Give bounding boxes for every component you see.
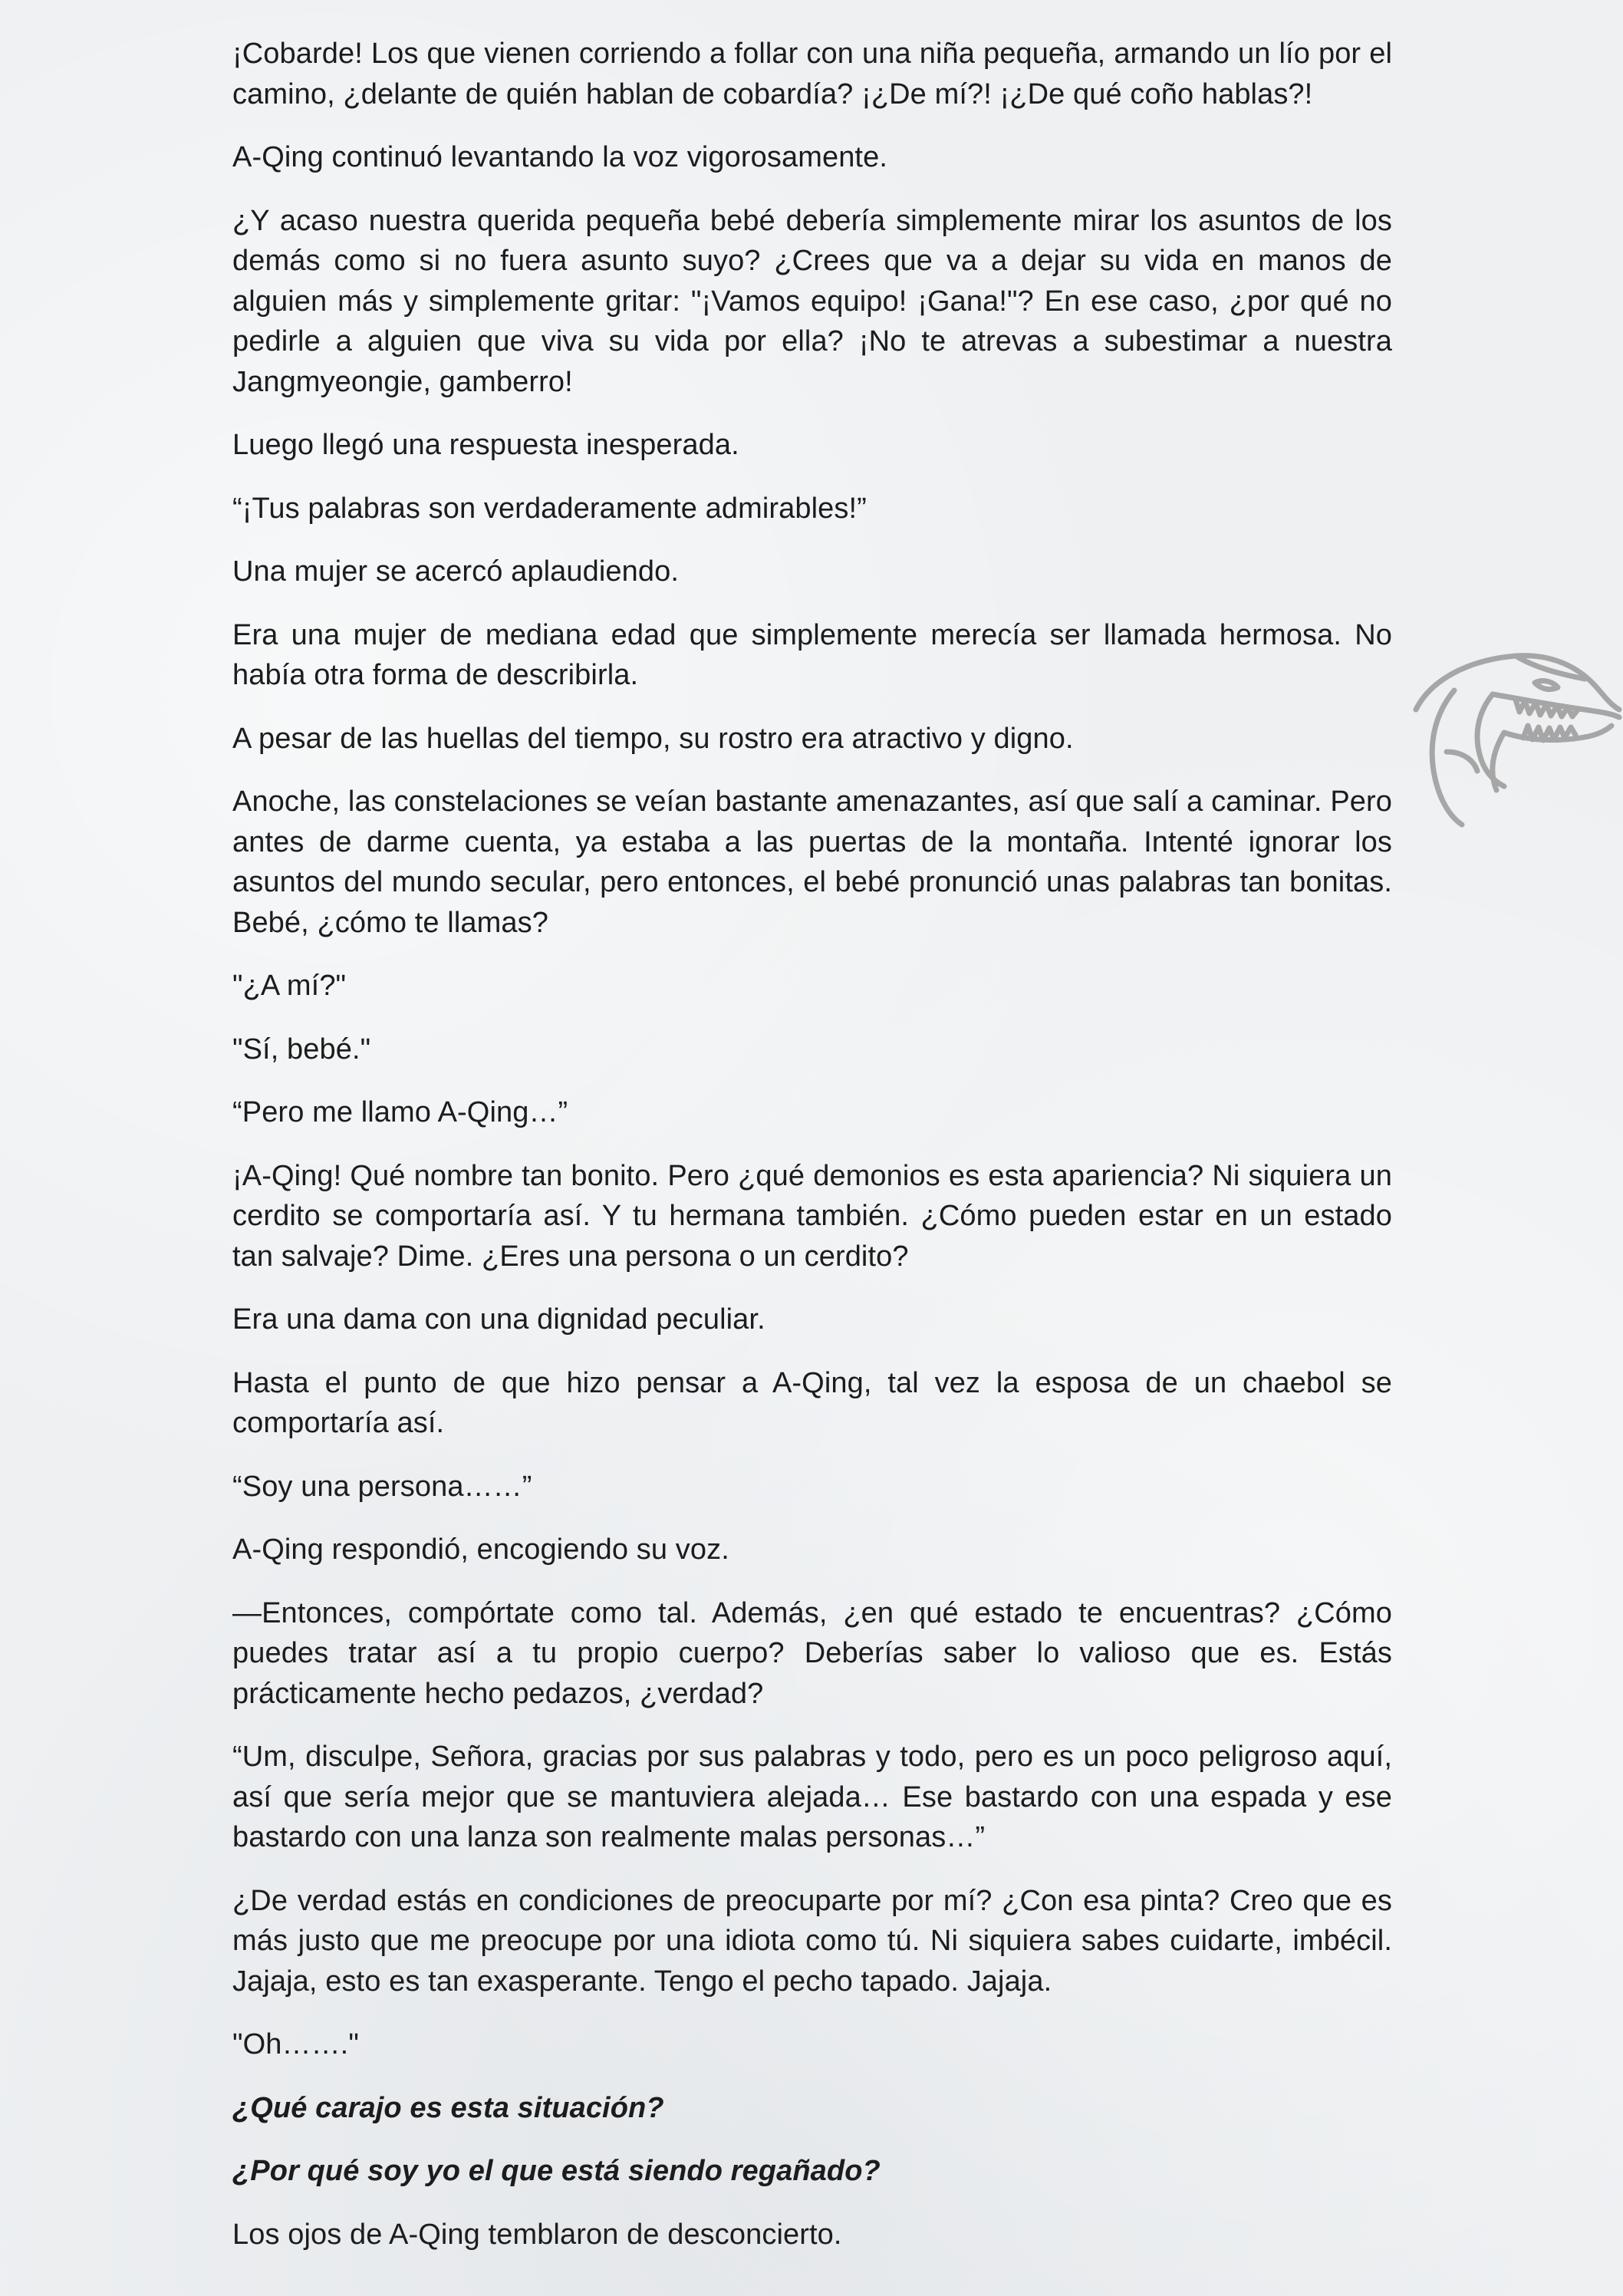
paragraph: ¿Qué carajo es esta situación?: [232, 2091, 664, 2124]
paragraph: ¡A-Qing! Qué nombre tan bonito. Pero ¿qué demonios es esta apariencia? Ni siquiera un cerdito se comportaría así. Y tu hermana también. ¿Cómo pueden estar en un estado tan salvaje? Dime. ¿Eres una persona o un cerdito?: [232, 1159, 1392, 1273]
paragraph: "Sí, bebé.": [232, 1033, 371, 1066]
paragraph: ¡Cobarde! Los que vienen corriendo a follar con una niña pequeña, armando un lío por el camino, ¿delante de quién hablan de cobardía? ¡¿De mí?! ¡¿De qué coño hablas?!: [232, 38, 1392, 110]
paragraph: Anoche, las constelaciones se veían bastante amenazantes, así que salí a caminar. Pero antes de darme cuenta, ya estaba a las puertas de la montaña. Intenté ignorar los asuntos del mundo secular, pero entonces, el bebé pronunció unas palabras tan bonitas. Bebé, ¿cómo te llamas?: [232, 786, 1392, 939]
document-body: [232, 34, 1392, 2278]
paragraph: ¿De verdad estás en condiciones de preocuparte por mí? ¿Con esa pinta? Creo que es más justo que me preocupe por una idiota como tú. Ni siquiera sabes cuidarte, imbécil. Jajaja, esto es tan exasperante. Tengo el pecho tapado. Jajaja.: [232, 1884, 1392, 1998]
paragraph: —Entonces, compórtate como tal. Además, ¿en qué estado te encuentras? ¿Cómo puedes tratar así a tu propio cuerpo? Deberías saber lo valioso que es. Estás prácticamente hecho pedazos, ¿verdad?: [232, 1596, 1392, 1710]
paragraph: Luego llegó una respuesta inesperada.: [232, 429, 739, 461]
paragraph: A pesar de las huellas del tiempo, su rostro era atractivo y digno.: [232, 722, 1074, 755]
paragraph: Era una dama con una dignidad peculiar.: [232, 1303, 765, 1336]
paragraph: A-Qing respondió, encogiendo su voz.: [232, 1533, 729, 1566]
paragraph: “Pero me llamo A-Qing…”: [232, 1096, 568, 1128]
paragraph: “¡Tus palabras son verdaderamente admirables!”: [232, 492, 867, 525]
paragraph: "¿A mí?": [232, 970, 347, 1002]
paragraph: A-Qing continuó levantando la voz vigorosamente.: [232, 141, 887, 173]
dinosaur-head-logo-icon: [1401, 637, 1623, 828]
paragraph: ¿Por qué soy yo el que está siendo regañado?: [232, 2155, 881, 2187]
paragraph: Los ojos de A-Qing temblaron de desconcierto.: [232, 2218, 842, 2251]
paragraph: "Oh…….": [232, 2028, 359, 2060]
paragraph: Una mujer se acercó aplaudiendo.: [232, 555, 679, 588]
paragraph: “Soy una persona……”: [232, 1470, 532, 1503]
paragraph: ¿Y acaso nuestra querida pequeña bebé debería simplemente mirar los asuntos de los demás como si no fuera asunto suyo? ¿Crees que va a dejar su vida en manos de alguien más y simplemente gritar: "¡Vamos equipo! ¡Gana!"? En ese caso, ¿por qué no pedirle a alguien que viva su vida por ella? ¡No te atrevas a subestimar a nuestra Jangmyeongie, gamberro!: [232, 204, 1392, 398]
paragraph: Era una mujer de mediana edad que simplemente merecía ser llamada hermosa. No había otra forma de describirla.: [232, 618, 1392, 691]
paragraph: “Um, disculpe, Señora, gracias por sus palabras y todo, pero es un poco peligroso aquí, así que sería mejor que se mantuviera alejada… Ese bastardo con una espada y ese bastardo con una lanza son realmente malas personas…”: [232, 1741, 1392, 1853]
paragraph: Hasta el punto de que hizo pensar a A-Qing, tal vez la esposa de un chaebol se comportaría así.: [232, 1366, 1392, 1439]
